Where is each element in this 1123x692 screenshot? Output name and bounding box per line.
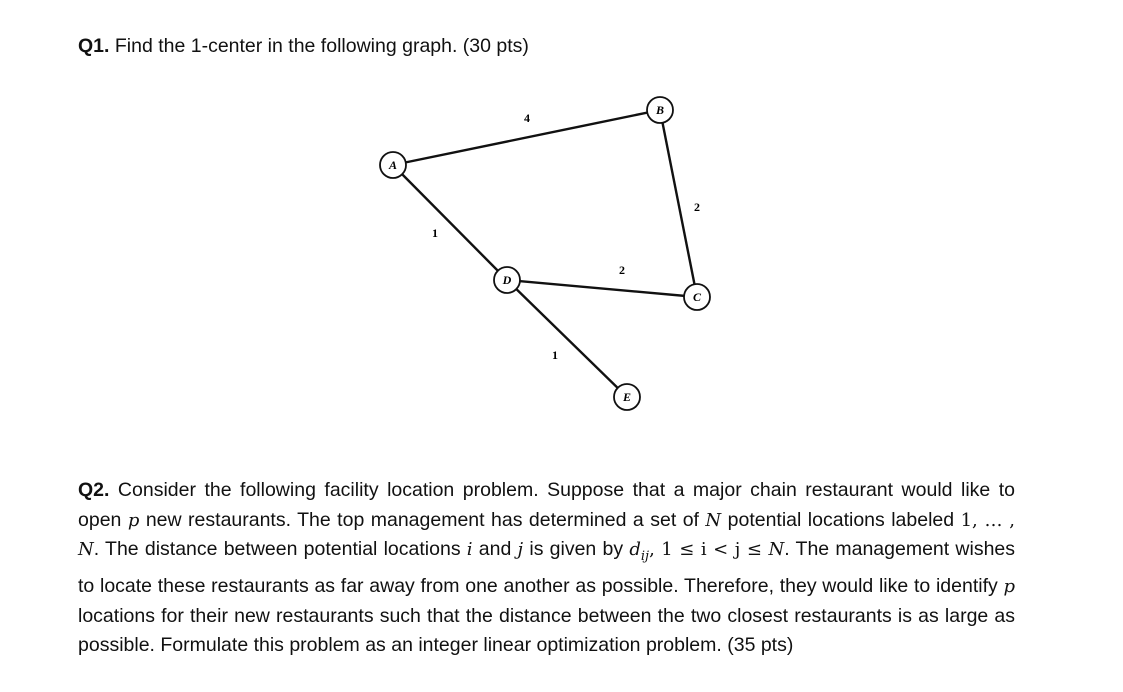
math-d: d — [629, 539, 641, 561]
edge-b-c — [660, 110, 697, 297]
math-j: j — [517, 539, 524, 561]
node-label-a: A — [388, 158, 398, 172]
math-n: N — [705, 509, 722, 531]
question-2 — [78, 476, 1015, 661]
edge-d-e — [507, 280, 627, 397]
q2-label: Q2. — [78, 479, 110, 501]
weight-b-c: 2 — [694, 200, 700, 214]
q2-text: Consider the following facility location problem. Suppose that a major chain restaurant would like to open — [78, 479, 1015, 531]
weight-a-d: 1 — [432, 226, 438, 240]
math-condition: , 1 ≤ i < j ≤ — [649, 539, 769, 561]
q2-text: locations for their new restaurants such that the distance between the two closest restaurants is as large as possible. Formulate this problem as an integer linear optimization problem. (35 pts) — [78, 604, 1015, 657]
math-subscript-ij: ij — [640, 549, 650, 565]
q2-text: and — [472, 538, 518, 561]
q1-label: Q1. — [78, 35, 110, 57]
node-label-b: B — [655, 103, 665, 117]
node-label-d: D — [502, 273, 512, 287]
q2-text: new restaurants. The top management has determined a set of — [139, 508, 706, 531]
math-n: N — [768, 539, 785, 561]
q2-text: . The management wishes to locate these restaurants as far away from one another as possible. Therefore, they would like to identify — [78, 538, 1016, 597]
weight-d-c: 2 — [619, 263, 625, 277]
weight-d-e: 1 — [552, 348, 558, 362]
edge-d-c — [507, 280, 697, 297]
q2-text: . The distance between potential locations — [93, 538, 467, 561]
q2-text: is given by — [523, 538, 630, 561]
math-i: i — [466, 539, 473, 561]
edge-a-d — [393, 165, 507, 280]
math-p: p — [1003, 576, 1015, 597]
math-range: 1, … , — [960, 509, 1015, 531]
q2-text: potential locations labeled — [721, 508, 961, 531]
math-n: N — [78, 539, 94, 561]
q1-text: Find the 1-center in the following graph. (30 pts) — [109, 35, 529, 57]
math-p: p — [127, 509, 140, 531]
node-label-c: C — [692, 290, 702, 304]
weight-a-b: 4 — [524, 111, 530, 125]
node-label-e: E — [622, 390, 632, 404]
